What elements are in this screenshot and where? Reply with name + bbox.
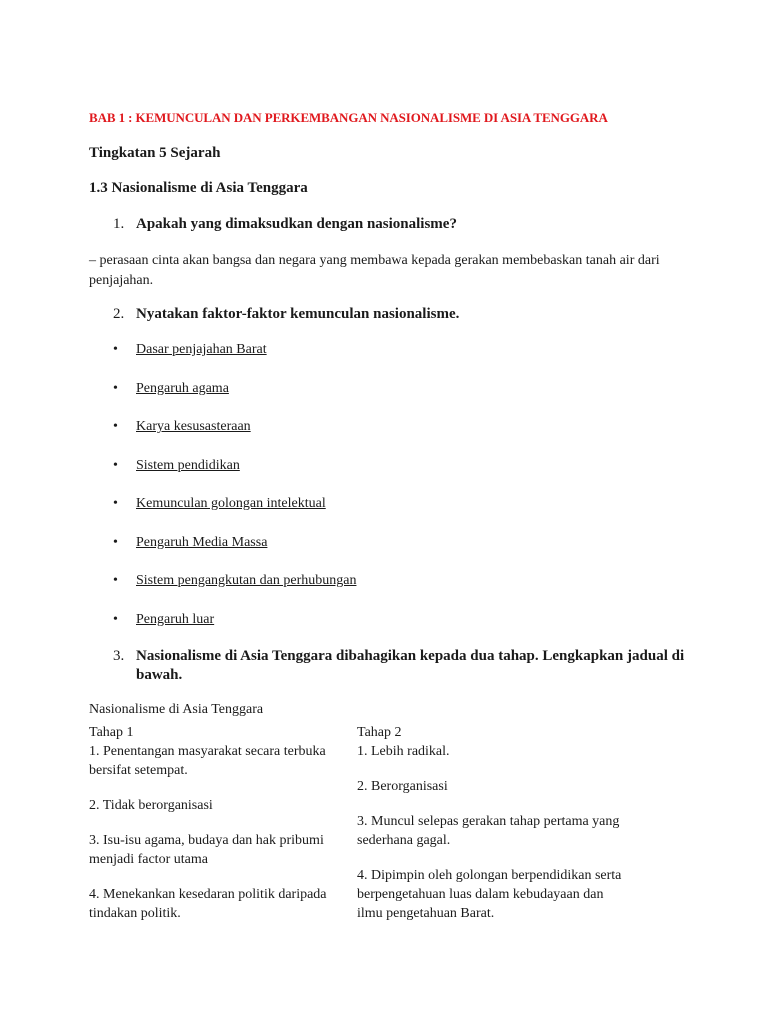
question-number: 3. (113, 648, 125, 664)
question-text: Nyatakan faktor-faktor kemunculan nasionalisme. (136, 306, 460, 322)
bullet-icon: • (113, 342, 118, 357)
factor-link[interactable]: Karya kesusasteraan (136, 419, 251, 434)
bullet-icon: • (113, 496, 118, 511)
table-cell: 4. Dipimpin oleh golongan berpendidikan serta berpengetahuan luas dalam kebudayaan dan ilmu pengetahuan Barat. (357, 868, 622, 921)
question-number: 1. (113, 216, 125, 232)
list-item (113, 612, 356, 651)
question-2 (113, 305, 693, 324)
factor-link[interactable]: Sistem pengangkutan dan perhubungan (136, 573, 357, 588)
bullet-icon: • (113, 534, 118, 550)
table-cell: 1. Lebih radikal. (357, 744, 450, 759)
factor-link[interactable]: Pengaruh agama (136, 380, 229, 396)
table-column-tahap-2 (357, 723, 625, 923)
table-title: Nasionalisme di Asia Tenggara (89, 702, 264, 717)
list-item (113, 419, 356, 458)
table-column-tahap-1 (89, 723, 357, 923)
question-1 (113, 215, 693, 234)
list-item (113, 535, 356, 574)
table-cell: 2. Tidak berorganisasi (89, 798, 213, 813)
bullet-icon: • (113, 611, 118, 627)
factor-link[interactable]: Sistem pendidikan (136, 457, 240, 473)
column-header: Tahap 1 (89, 725, 134, 740)
question-text: Nasionalisme di Asia Tenggara dibahagikan kepada dua tahap. Lengkapkan jadual di bawah. (136, 648, 685, 683)
bullet-icon: • (113, 380, 118, 396)
factor-list (113, 342, 356, 650)
factor-link[interactable]: Dasar penjajahan Barat (136, 342, 267, 357)
chapter-title: BAB 1 : KEMUNCULAN DAN PERKEMBANGAN NASIONALISME DI ASIA TENGGARA (89, 110, 608, 125)
factor-link[interactable]: Kemunculan golongan intelektual (136, 496, 326, 511)
question-3 (113, 647, 693, 685)
subject-heading: Tingkatan 5 Sejarah (89, 145, 221, 161)
section-heading: 1.3 Nasionalisme di Asia Tenggara (89, 180, 308, 196)
table-cell: 3. Isu-isu agama, budaya dan hak pribumi menjadi factor utama (89, 833, 324, 867)
column-header: Tahap 2 (357, 725, 402, 740)
bullet-icon: • (113, 419, 118, 434)
bullet-icon: • (113, 573, 118, 588)
table-cell: 2. Berorganisasi (357, 779, 448, 794)
list-item (113, 573, 356, 612)
list-item (113, 458, 356, 497)
table-cell: 4. Menekankan kesedaran politik daripada tindakan politik. (89, 887, 327, 921)
list-item (113, 342, 356, 381)
factor-link[interactable]: Pengaruh luar (136, 611, 215, 627)
factor-link[interactable]: Pengaruh Media Massa (136, 534, 268, 550)
answer-1: – perasaan cinta akan bangsa dan negara yang membawa kepada gerakan membebaskan tanah air dari penjajahan. (89, 253, 660, 288)
table-cell: 1. Penentangan masyarakat secara terbuka bersifat setempat. (89, 744, 326, 778)
bullet-icon: • (113, 457, 118, 473)
question-number: 2. (113, 306, 125, 322)
list-item (113, 381, 356, 420)
table-cell: 3. Muncul selepas gerakan tahap pertama yang sederhana gagal. (357, 814, 620, 848)
list-item (113, 496, 356, 535)
question-text: Apakah yang dimaksudkan dengan nasionalisme? (136, 216, 457, 232)
